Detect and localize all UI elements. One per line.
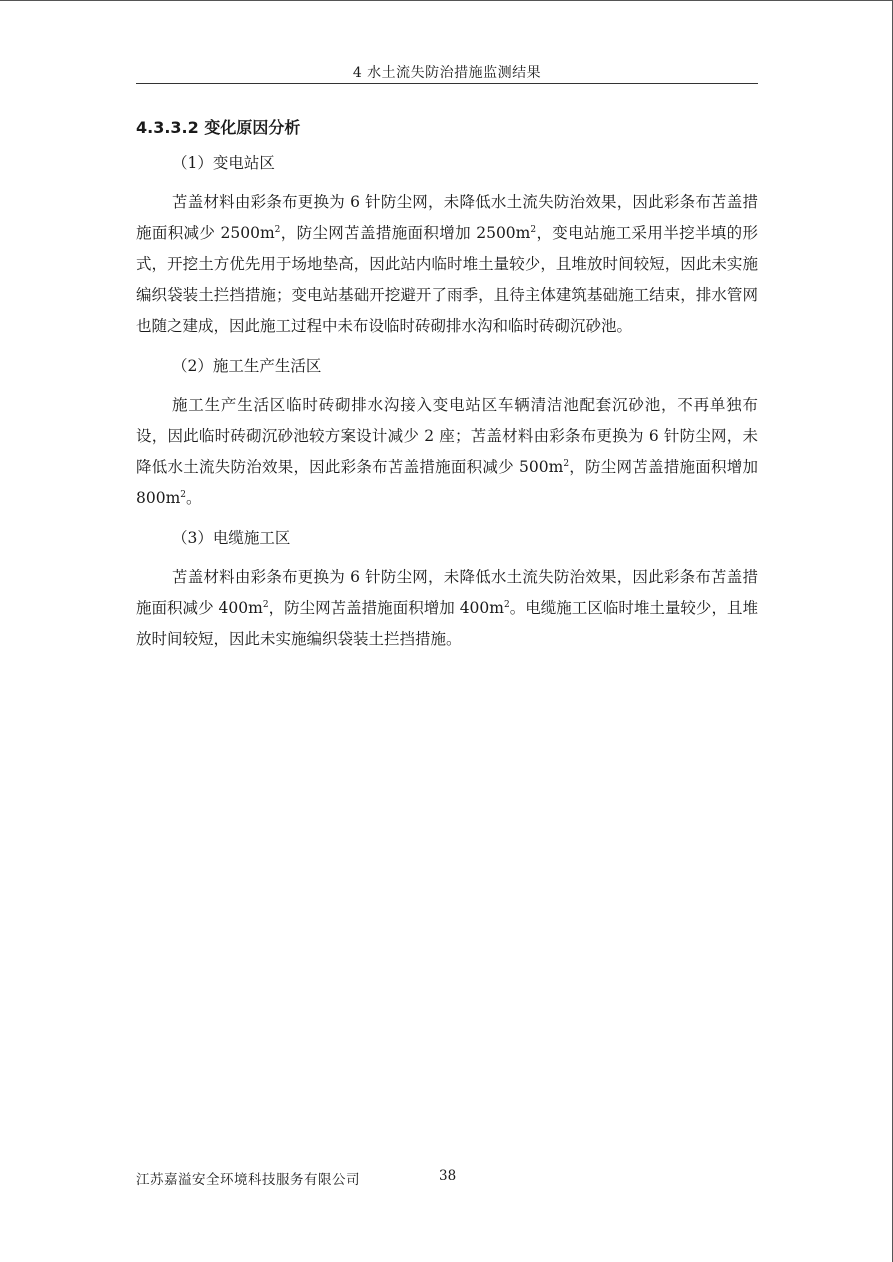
superscript: 2 xyxy=(180,489,187,500)
superscript: 2 xyxy=(503,599,510,610)
paragraph-substation xyxy=(136,187,758,342)
footer-company-name: 江苏嘉溢安全环境科技服务有限公司 xyxy=(136,1172,360,1188)
text-run: 。 xyxy=(186,489,202,507)
running-header: 4 水土流失防治措施监测结果 xyxy=(352,65,542,81)
subsection-heading-cable: （3）电缆施工区 xyxy=(172,529,291,547)
paragraph-cable xyxy=(136,562,758,655)
text-run: ，防尘网苫盖措施面积增加 800m xyxy=(136,458,758,507)
section-heading: 4.3.3.2 变化原因分析 xyxy=(136,118,301,137)
header-divider xyxy=(136,83,758,84)
page-number: 38 xyxy=(439,1168,457,1184)
text-run: 施工生产生活区临时砖砌排水沟接入变电站区车辆清洁池配套沉砂池，不再单独布设，因此临时砖砌沉砂池较方案设计减少 2 座；苫盖材料由彩条布更换为 6 针防尘网，未降低水土流失防治效果，因此彩条布苫盖措施面积减少 500m xyxy=(136,396,758,476)
subsection-heading-substation: （1）变电站区 xyxy=(172,154,275,172)
subsection-heading-construction-living: （2）施工生产生活区 xyxy=(172,357,322,375)
text-run: 苫盖材料由彩条布更换为 6 针防尘网，未降低水土流失防治效果，因此彩条布苫盖措施面积减少 400m xyxy=(136,568,758,617)
text-run: ，防尘网苫盖措施面积增加 2500m xyxy=(280,224,531,242)
page-top-border xyxy=(0,0,893,1)
superscript: 2 xyxy=(274,224,281,235)
page-content xyxy=(136,113,758,665)
paragraph-construction-living xyxy=(136,390,758,514)
superscript: 2 xyxy=(262,599,269,610)
text-run: 。电缆施工区临时堆土量较少，且堆放时间较短，因此未实施编织袋装土拦挡措施。 xyxy=(136,599,758,648)
superscript: 2 xyxy=(530,224,537,235)
text-run: 苫盖材料由彩条布更换为 6 针防尘网，未降低水土流失防治效果，因此彩条布苫盖措施面积减少 2500m xyxy=(136,193,758,242)
superscript: 2 xyxy=(563,458,570,469)
text-run: ，变电站施工采用半挖半填的形式，开挖土方优先用于场地垫高，因此站内临时堆土量较少，且堆放时间较短，因此未实施编织袋装土拦挡措施；变电站基础开挖避开了雨季，且待主体建筑基础施工结束，排水管网也随之建成，因此施工过程中未布设临时砖砌排水沟和临时砖砌沉砂池。 xyxy=(136,224,758,335)
text-run: ，防尘网苫盖措施面积增加 400m xyxy=(268,599,504,617)
